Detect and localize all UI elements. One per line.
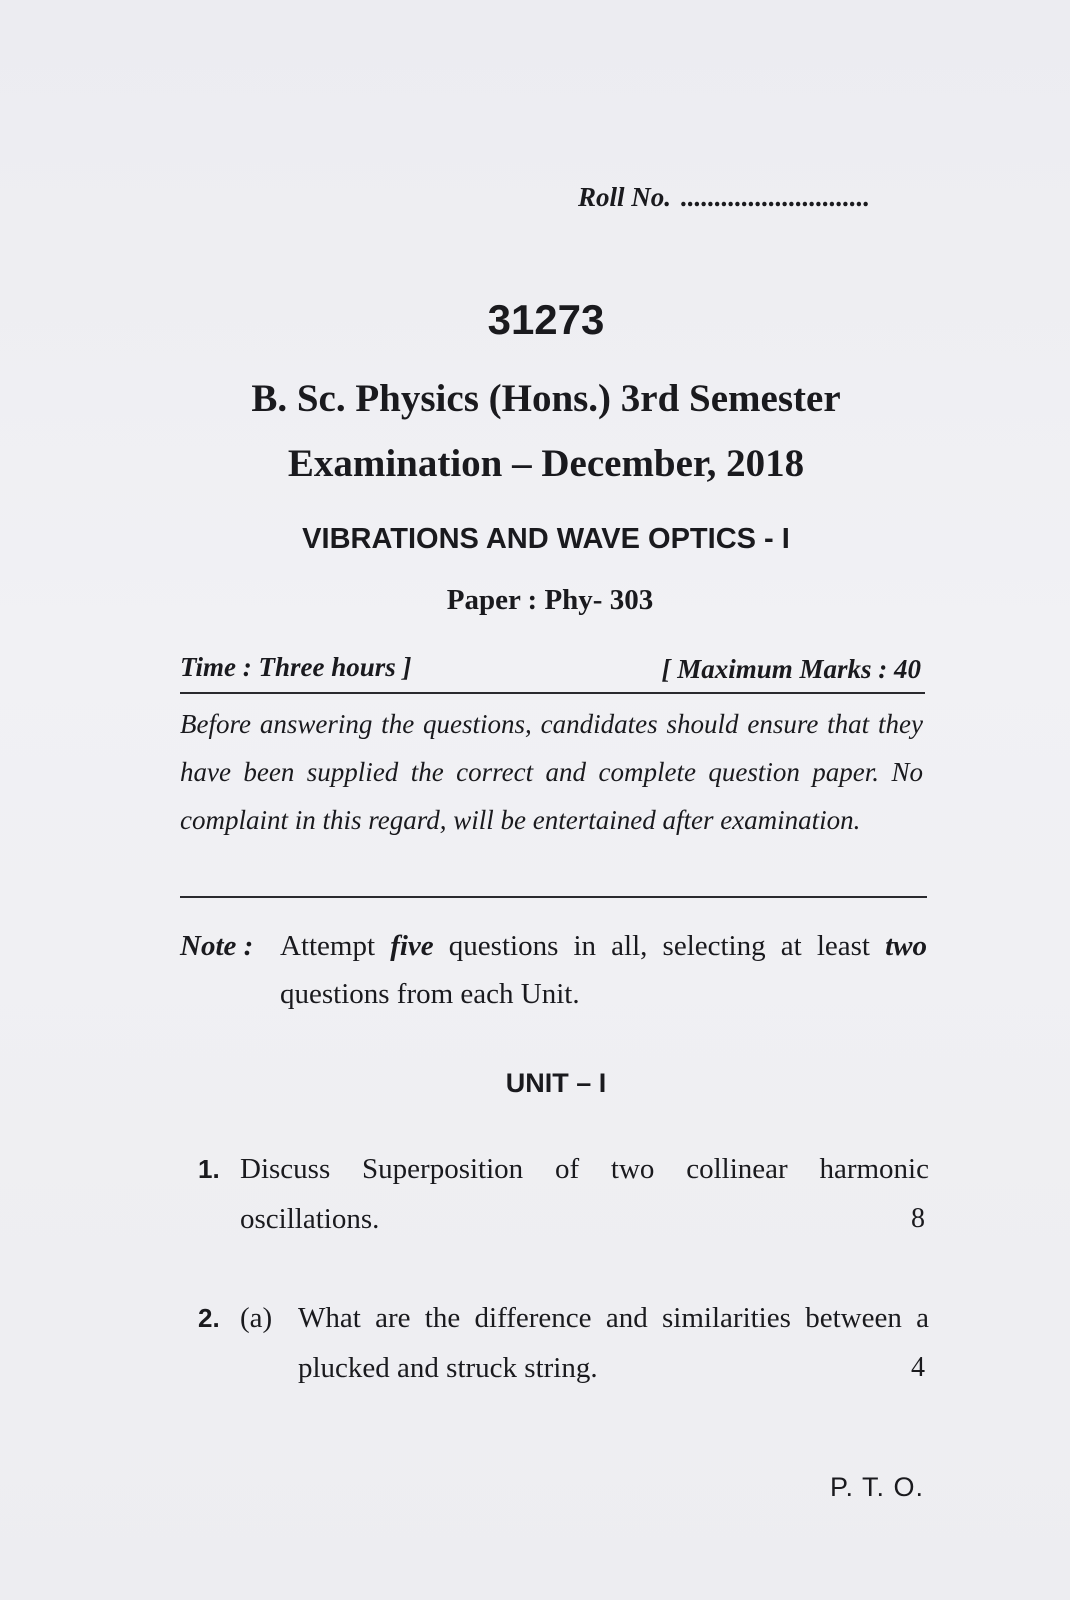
note-block <box>180 922 927 1018</box>
instructions-paragraph: Before answering the questions, candidates should ensure that they have been supplied the correct and complete question paper. No complaint in this regard, will be entertained after examination. <box>180 709 923 835</box>
question-subpart-label: (a) <box>240 1302 273 1334</box>
unit-heading: UNIT – I <box>505 1068 607 1098</box>
pto-footer: P. T. O. <box>830 1472 925 1502</box>
time-allowed: Time : Three hours ] <box>180 652 412 682</box>
roll-number-field <box>578 182 870 213</box>
divider-rule <box>180 896 927 898</box>
subject-title: VIBRATIONS AND WAVE OPTICS - I <box>302 523 790 555</box>
question-number: 1. <box>198 1154 220 1184</box>
question-number: 2. <box>198 1303 220 1333</box>
question-text: Discuss Superposition of two collinear harmonic oscillations. <box>240 1153 929 1235</box>
time-marks-bar <box>180 652 925 694</box>
note-emphasis-two: two <box>885 930 927 962</box>
note-text-part-2: questions in all, selecting at least <box>433 930 886 962</box>
question-marks: 8 <box>911 1203 925 1234</box>
question-marks: 4 <box>911 1352 925 1383</box>
paper-code: 31273 <box>487 296 605 343</box>
note-text-part-1: Attempt <box>280 930 391 962</box>
note-emphasis-five: five <box>390 930 434 962</box>
roll-number-blank: ............................ <box>681 182 871 212</box>
question-text: What are the difference and similarities between a plucked and struck string. <box>298 1302 929 1384</box>
roll-number-label: Roll No. <box>578 182 672 212</box>
note-text <box>280 922 927 1018</box>
exam-title: Examination – December, 2018 <box>287 442 805 485</box>
note-label: Note : <box>180 930 254 962</box>
note-text-part-3: questions from each Unit. <box>280 978 580 1010</box>
paper-label: Paper : Phy- 303 <box>446 584 654 616</box>
maximum-marks: [ Maximum Marks : 40 <box>661 654 921 684</box>
course-title: B. Sc. Physics (Hons.) 3rd Semester <box>251 377 841 420</box>
question-2 <box>198 1293 929 1393</box>
question-1 <box>198 1144 929 1244</box>
